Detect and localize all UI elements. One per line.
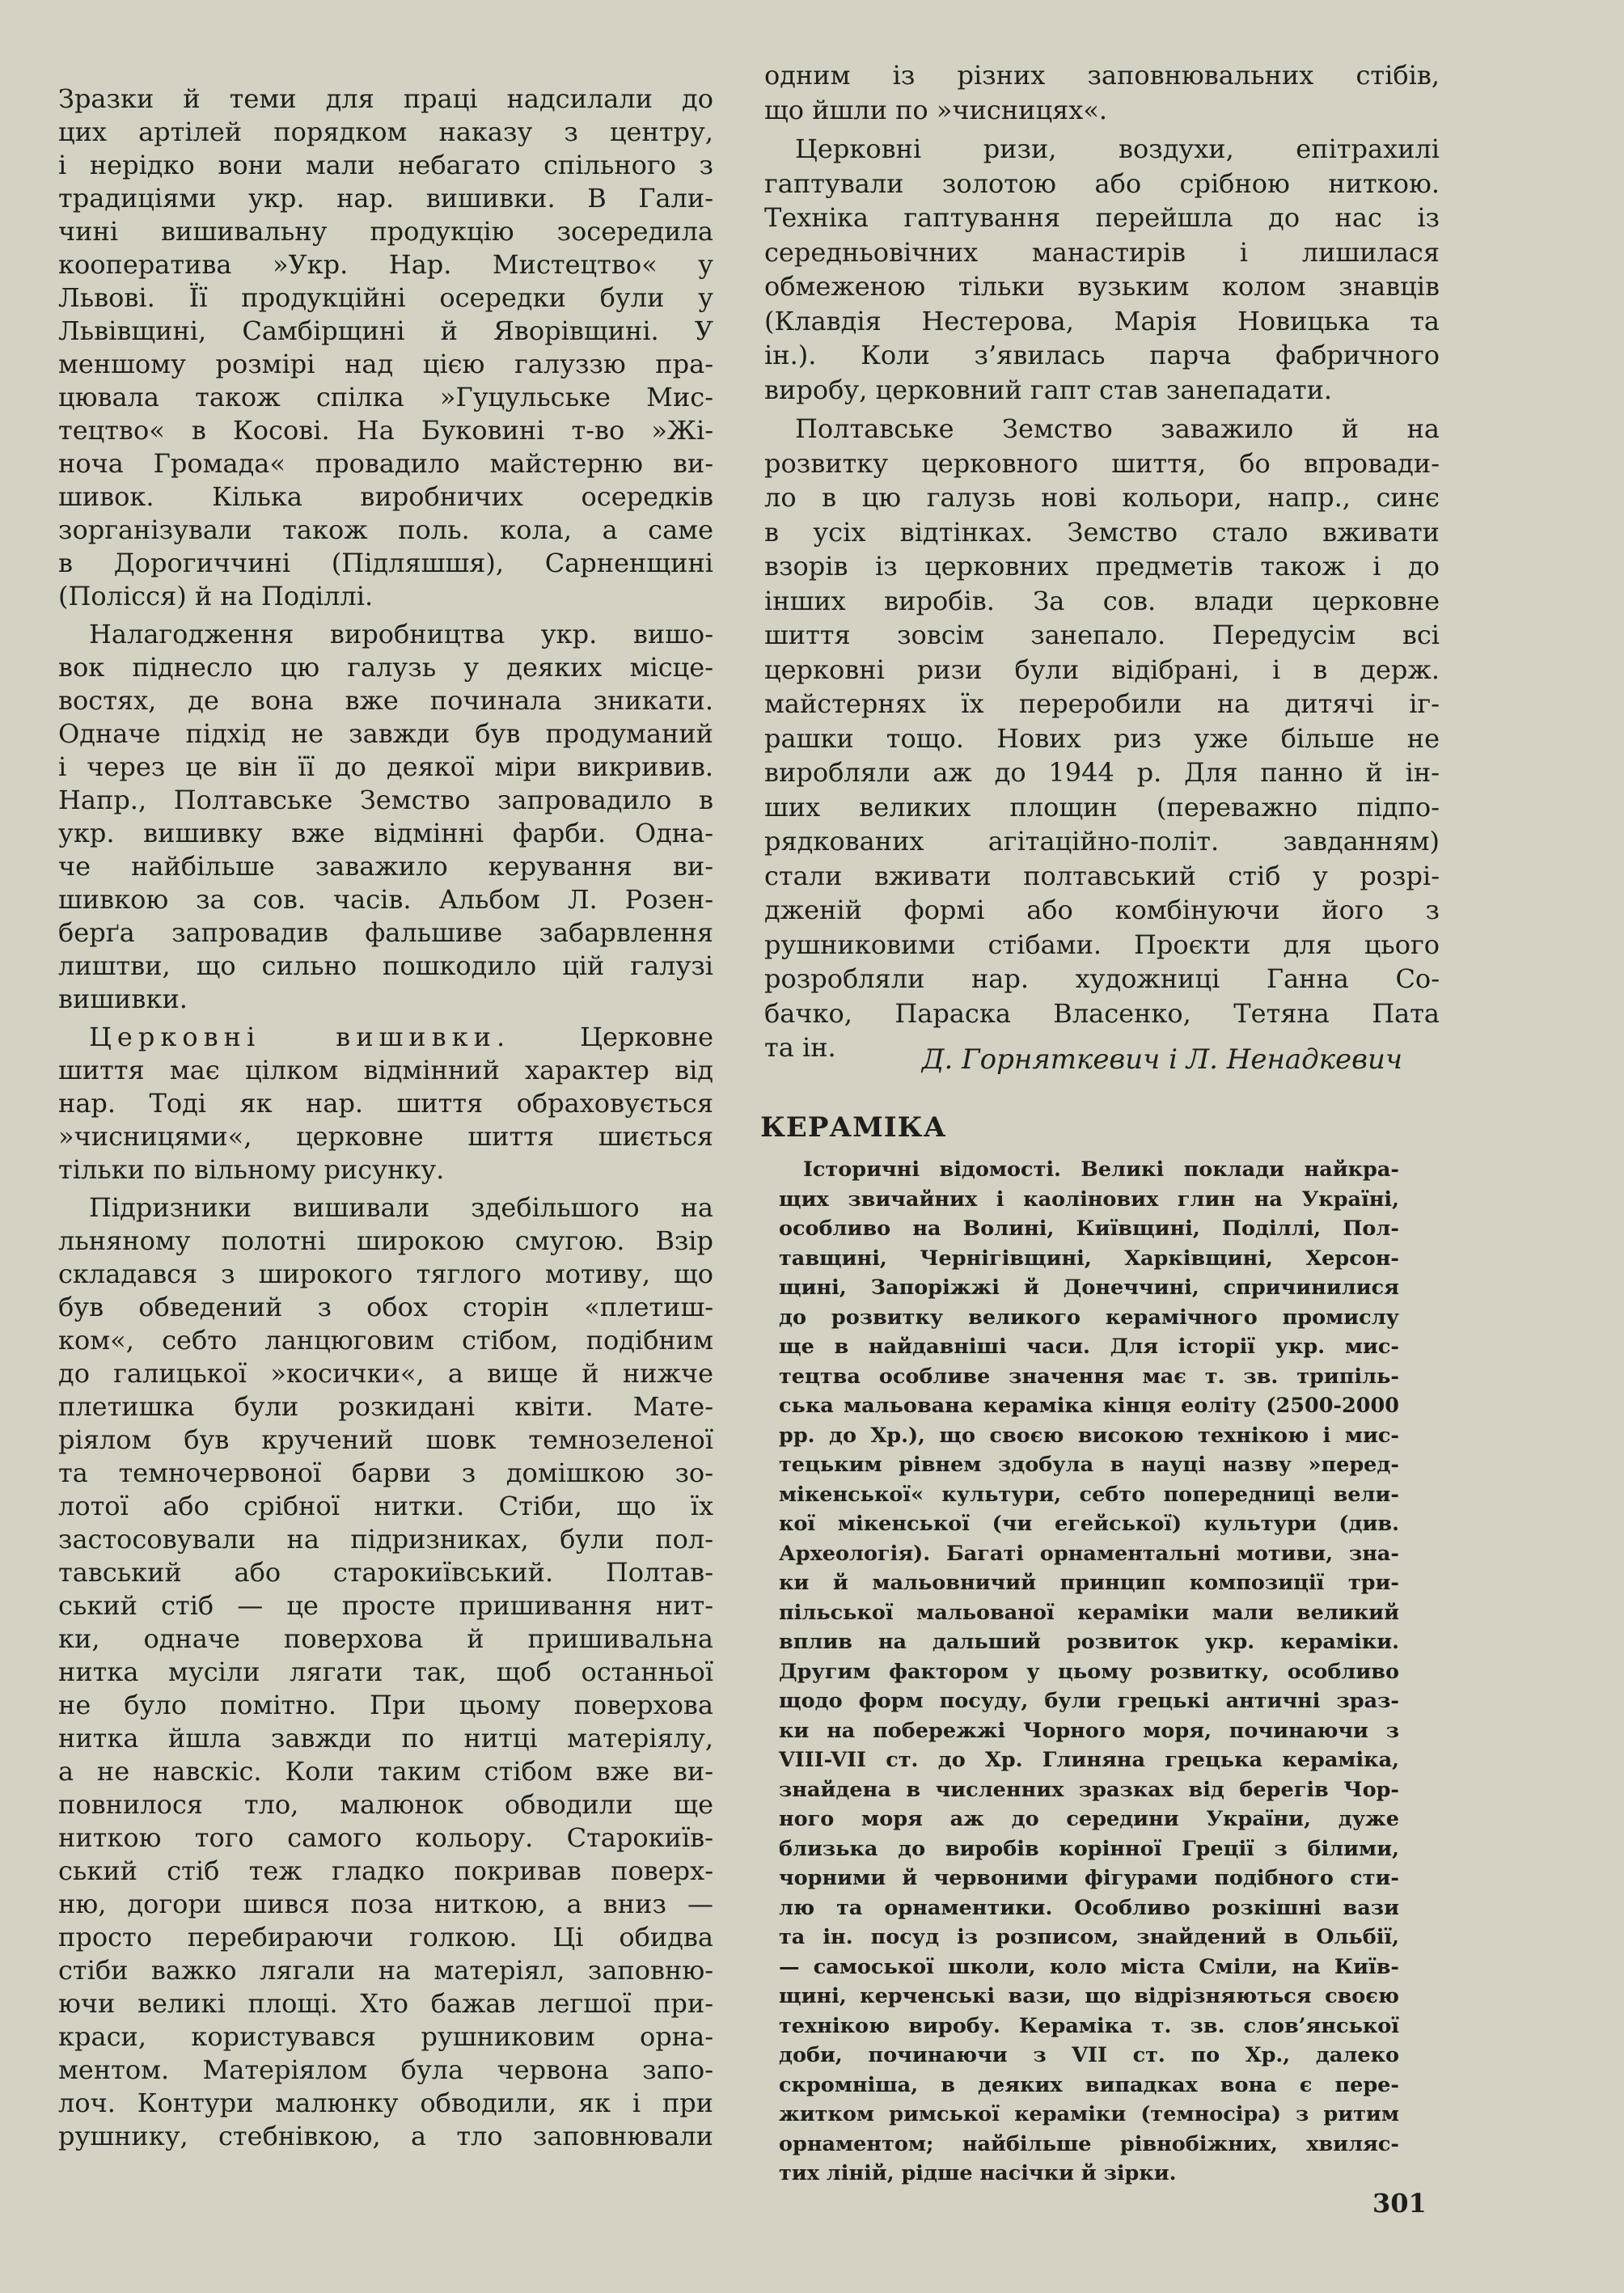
paragraph xyxy=(58,1191,713,2153)
text-line xyxy=(58,1556,713,1589)
text-line xyxy=(779,2012,1399,2041)
line-text: щині, Запоріжжі й Донеччині, спричинилися xyxy=(779,1276,1399,1300)
text-line xyxy=(58,1424,713,1457)
text-line xyxy=(779,1539,1399,1569)
line-text: та ін. посуд із розписом, знайдений в Ольбії, xyxy=(779,1925,1399,1949)
line-text: не було помітно. При цьому поверхова xyxy=(58,1690,713,1720)
line-text: шивкою за сов. часів. Альбом Л. Розен- xyxy=(58,884,713,915)
line-text: нар. Тоді як нар. шиття обраховується xyxy=(58,1088,713,1119)
text-line xyxy=(764,859,1440,894)
line-text: цих артілей порядком наказу з центру, xyxy=(58,116,713,147)
line-text: ментом. Матеріялом була червона запо- xyxy=(58,2054,713,2085)
text-line xyxy=(764,790,1440,825)
line-text: чині вишивальну продукцію зосередила xyxy=(58,216,713,247)
line-text: щодо форм посуду, були грецькі античні зраз- xyxy=(779,1689,1399,1713)
text-line xyxy=(764,928,1440,962)
text-line xyxy=(779,1834,1399,1864)
line-text: че найбільше заважило керування ви- xyxy=(58,851,713,882)
line-text: складався з широкого тяглого мотиву, що xyxy=(58,1259,713,1289)
text-line xyxy=(58,2020,713,2054)
line-text: ки на побережжі Чорного моря, починаючи з xyxy=(779,1718,1399,1743)
text-line xyxy=(58,1120,713,1153)
text-line xyxy=(58,1755,713,1788)
text-line xyxy=(764,235,1440,270)
line-text: ріялом був кручений шовк темнозеленої xyxy=(58,1424,713,1455)
line-text: інших виробів. За сов. влади церковне xyxy=(764,585,1440,616)
line-text: (Полісся) й на Поділлі. xyxy=(58,581,374,611)
text-line xyxy=(779,1391,1399,1421)
text-line xyxy=(779,1273,1399,1303)
paragraph xyxy=(764,58,1440,127)
line-text: ючи великі площі. Хто бажав легшої при- xyxy=(58,1988,713,2019)
text-line xyxy=(58,684,713,717)
line-text: ще в найдавніші часи. Для історії укр. мис- xyxy=(779,1335,1399,1359)
line-text: Одначе підхід не завжди був продуманий xyxy=(58,718,713,749)
paragraph xyxy=(58,1021,713,1187)
line-text: взорів із церковних предметів також і до xyxy=(764,551,1440,582)
text-line xyxy=(58,1523,713,1556)
text-line xyxy=(779,1864,1399,1893)
text-line xyxy=(58,414,713,447)
line-text: тецтво« в Косові. На Буковині т-во »Жі- xyxy=(58,415,713,446)
text-line xyxy=(58,2120,713,2153)
text-line xyxy=(764,269,1440,304)
line-text: бачко, Параска Власенко, Тетяна Пата xyxy=(764,997,1440,1029)
line-text: (Клавдія Нестерова, Марія Новицька та xyxy=(764,305,1440,336)
text-line xyxy=(779,1155,1399,1185)
line-text: одним із різних заповнювальних стібів, xyxy=(764,60,1440,91)
line-text: та темночервоної барви з домішкою зо- xyxy=(58,1457,713,1488)
text-line xyxy=(58,1722,713,1755)
line-text: особливо на Волині, Київщині, Поділлі, Пол- xyxy=(779,1216,1399,1241)
text-line xyxy=(764,338,1440,373)
line-text: зорганізували також поль. кола, а саме xyxy=(58,514,713,545)
line-text: укр. вишивку вже відмінні фарби. Одна- xyxy=(58,818,713,848)
text-line xyxy=(58,1087,713,1120)
text-line xyxy=(779,1450,1399,1480)
author-signature: Д. Горняткевич і Л. Ненадкевич xyxy=(921,1043,1402,1076)
text-line xyxy=(779,1568,1399,1598)
line-text: середньовічних манастирів і лишилася xyxy=(764,236,1440,268)
text-line xyxy=(764,93,1440,128)
text-line xyxy=(779,1362,1399,1392)
text-line xyxy=(779,1716,1399,1746)
text-line xyxy=(779,1657,1399,1687)
line-text: Церковні ризи, воздухи, епітрахилі xyxy=(795,133,1440,164)
text-line xyxy=(58,1357,713,1390)
text-line xyxy=(779,1509,1399,1539)
line-text: лиштви, що сильно пошкодило цій галузі xyxy=(58,950,713,981)
text-line xyxy=(779,1982,1399,2012)
line-text: кої мікенської (чи егейської) культури (див. xyxy=(779,1512,1399,1536)
text-line xyxy=(779,1804,1399,1834)
text-line xyxy=(58,1054,713,1087)
text-line xyxy=(58,916,713,950)
line-text: вок піднесло цю галузь у деяких місце- xyxy=(58,652,713,683)
text-line xyxy=(58,2087,713,2120)
line-text: нитка йшла завжди по нитці матеріялу, xyxy=(58,1723,713,1754)
line-text: Археологія). Багаті орнаментальні мотиви, зна- xyxy=(779,1541,1399,1566)
text-line xyxy=(58,1821,713,1855)
text-line xyxy=(58,1390,713,1424)
line-text: ки й мальовничий принцип композиції три- xyxy=(779,1571,1399,1595)
line-text: чорними й червоними фігурами подібного сти- xyxy=(779,1866,1399,1890)
text-line xyxy=(779,1627,1399,1657)
line-text: Підризники вишивали здебільшого на xyxy=(89,1192,713,1223)
left-column xyxy=(58,82,713,2153)
line-text: кооператива »Укр. Нар. Мистецтво« у xyxy=(58,249,713,280)
text-line xyxy=(779,1923,1399,1952)
line-text: берґа запровадив фальшиве забарвлення xyxy=(58,917,713,948)
line-text: тих ліній, рідше насічки й зірки. xyxy=(779,2161,1177,2185)
text-line xyxy=(764,653,1440,687)
line-text: меншому розмірі над цією галуззю пра- xyxy=(58,349,713,379)
paragraph xyxy=(58,618,713,1016)
line-text: а не навскіс. Коли таким стібом вже ви- xyxy=(58,1756,713,1787)
text-line xyxy=(58,817,713,850)
line-text: до галицької »косички«, а вище й нижче xyxy=(58,1358,713,1389)
text-line xyxy=(58,1656,713,1689)
line-text: орнаментом; найбільше рівнобіжних, хвиляс- xyxy=(779,2131,1399,2156)
text-line xyxy=(58,950,713,983)
text-line xyxy=(58,1689,713,1722)
line-text: лю та орнаментики. Особливо розкішні вази xyxy=(779,1895,1399,1920)
line-text: Львівщині, Самбірщині й Яворівщині. У xyxy=(58,315,713,346)
section-heading: КЕРАМІКА xyxy=(760,1111,947,1144)
line-text: майстернях їх переробили на дитячі іг- xyxy=(764,688,1440,719)
line-text: рушнику, стебнівкою, а тло заповнювали xyxy=(58,2121,713,2151)
line-text: просто перебираючи голкою. Ці обидва xyxy=(58,1922,713,1952)
line-text: доби, починаючи з VII ст. по Хр., далеко xyxy=(779,2043,1399,2067)
line-text: традиціями укр. нар. вишивки. В Гали- xyxy=(58,183,713,214)
line-text: ного моря аж до середини України, дуже xyxy=(779,1807,1399,1831)
line-text: льняному полотні широкою смугою. Взір xyxy=(58,1225,713,1256)
line-text: тецтва особливе значення має т. зв. трипіль- xyxy=(779,1364,1399,1389)
line-text: і нерідко вони мали небагато спільного з xyxy=(58,150,713,180)
line-text: ло в цю галузь нові кольори, напр., синє xyxy=(764,482,1440,513)
text-line xyxy=(779,1745,1399,1775)
text-line xyxy=(764,549,1440,584)
line-text: Техніка гаптування перейшла до нас із xyxy=(764,202,1440,233)
text-line xyxy=(58,381,713,414)
text-line xyxy=(58,751,713,784)
text-line xyxy=(779,1893,1399,1923)
text-line xyxy=(58,2054,713,2087)
paragraph xyxy=(779,1155,1399,2189)
text-line xyxy=(58,1589,713,1622)
line-text: шивок. Кілька виробничих осередків xyxy=(58,481,713,512)
text-line xyxy=(58,784,713,817)
text-line xyxy=(58,1324,713,1357)
line-text: дженій формі або комбінуючи його з xyxy=(764,895,1440,925)
section-body xyxy=(779,1155,1399,2189)
text-line xyxy=(779,1775,1399,1805)
line-text: вишивки. xyxy=(58,984,188,1014)
line-text: скромніша, в деяких випадках вона є пере- xyxy=(779,2072,1399,2097)
line-text: ком«, себто ланцюговим стібом, подібним xyxy=(58,1325,713,1356)
text-line xyxy=(764,58,1440,93)
line-text: розробляли нар. художниці Ганна Со- xyxy=(764,963,1440,994)
text-line xyxy=(779,2071,1399,2101)
text-line xyxy=(764,687,1440,721)
text-line xyxy=(58,983,713,1016)
line-text: рашки тощо. Нових риз уже більше не xyxy=(764,722,1440,754)
text-line xyxy=(58,1291,713,1324)
paragraph xyxy=(764,132,1440,407)
line-text: Львові. Її продукційні осередки були у xyxy=(58,282,713,313)
line-text: розвитку церковного шиття, бо впровади- xyxy=(764,447,1440,479)
text-line xyxy=(764,480,1440,515)
text-line xyxy=(764,515,1440,550)
line-text: був обведений з обох сторін «плетиш- xyxy=(58,1292,713,1322)
text-line xyxy=(58,1888,713,1921)
text-line xyxy=(779,1244,1399,1274)
line-text: Історичні відомості. Великі поклади найкра- xyxy=(803,1157,1399,1182)
text-line xyxy=(58,1258,713,1291)
text-line xyxy=(779,1421,1399,1451)
text-line xyxy=(58,149,713,182)
text-line xyxy=(764,755,1440,790)
line-text: Зразки й теми для праці надсилали до xyxy=(58,83,713,114)
text-line xyxy=(58,514,713,547)
text-line xyxy=(779,2100,1399,2130)
line-text: і через це він її до деякої міри викривив. xyxy=(58,751,713,782)
line-text: стіби важко лягали на матеріял, заповню- xyxy=(58,1955,713,1986)
text-line xyxy=(58,850,713,883)
line-text: щих звичайних і каолінових глин на Україні, xyxy=(779,1187,1399,1212)
text-line xyxy=(58,1021,713,1054)
line-text: шиття зовсім занепало. Передусім всі xyxy=(764,620,1440,650)
text-line xyxy=(764,721,1440,756)
text-line xyxy=(58,1987,713,2020)
text-line xyxy=(58,348,713,381)
line-text: пільської мальованої кераміки мали великий xyxy=(779,1600,1399,1625)
text-line xyxy=(58,1788,713,1821)
text-line xyxy=(764,201,1440,235)
line-text: щині, керченські вази, що відрізняються своєю xyxy=(779,1984,1399,2008)
line-text: »чисницями«, церковне шиття шиється xyxy=(58,1121,713,1152)
line-text: Другим фактором у цьому розвитку, особливо xyxy=(779,1659,1399,1684)
line-text: в усіх відтінках. Земство стало вживати xyxy=(764,516,1440,548)
text-line xyxy=(58,1457,713,1490)
line-text: вплив на дальший розвиток укр. кераміки. xyxy=(779,1630,1399,1654)
right-column xyxy=(764,58,1440,1065)
text-line xyxy=(58,1855,713,1888)
line-text: повнилося тло, малюнок обводили ще xyxy=(58,1789,713,1820)
line-text: ню, догори шився поза ниткою, а вниз — xyxy=(58,1889,713,1919)
line-text: гаптували золотою або срібною ниткою. xyxy=(764,167,1440,199)
text-line xyxy=(779,1185,1399,1215)
text-line xyxy=(58,480,713,514)
spaced-subheading: Церковні вишивки. xyxy=(89,1022,511,1052)
line-text: плетишка були розкидані квіти. Мате- xyxy=(58,1391,713,1422)
line-text: краси, користувався рушниковим орна- xyxy=(58,2021,713,2052)
text-line xyxy=(764,304,1440,339)
line-text: виробу, церковний гапт став занепадати. xyxy=(764,374,1333,405)
line-text: Полтавське Земство заважило й на xyxy=(795,413,1440,444)
text-line xyxy=(779,2041,1399,2071)
text-line xyxy=(764,132,1440,167)
line-text: житком римської кераміки (темносіра) з ритим xyxy=(779,2102,1399,2126)
line-text: ноча Громада« провадило майстерню ви- xyxy=(58,448,713,479)
line-text: Налагодження виробництва укр. вишо- xyxy=(89,619,713,649)
text-line xyxy=(764,446,1440,481)
line-text: та ін. xyxy=(764,1032,836,1063)
text-line xyxy=(58,82,713,116)
line-text: ниткою того самого кольору. Старокиїв- xyxy=(58,1822,713,1853)
text-line xyxy=(58,248,713,281)
text-line xyxy=(764,412,1440,446)
line-text: ін.). Коли з’явилась парча фабричного xyxy=(764,340,1440,370)
line-text: стали вживати полтавський стіб у розрі- xyxy=(764,860,1440,891)
line-text: ших великих площин (переважно підпо- xyxy=(764,791,1440,823)
text-line xyxy=(58,116,713,149)
line-text: лоч. Контури малюнку обводили, як і при xyxy=(58,2088,713,2118)
text-line xyxy=(58,547,713,580)
line-text: знайдена в численних зразках від берегів Чор- xyxy=(779,1777,1399,1802)
text-line xyxy=(764,893,1440,928)
text-line xyxy=(58,1153,713,1187)
text-line xyxy=(58,281,713,315)
line-text: ський стіб теж гладко покривав поверх- xyxy=(58,1855,713,1886)
text-line xyxy=(779,1303,1399,1333)
text-line xyxy=(779,1480,1399,1510)
line-text: лотої або срібної нитки. Стіби, що їх xyxy=(58,1491,713,1521)
line-text: ська мальована кераміка кінця еоліту (2500-2000 xyxy=(779,1394,1399,1418)
text-line xyxy=(764,167,1440,201)
text-line xyxy=(58,651,713,684)
text-line xyxy=(58,315,713,348)
line-text: рушниковими стібами. Проєкти для цього xyxy=(764,929,1440,960)
line-text: Напр., Полтавське Земство запровадило в xyxy=(58,785,713,815)
text-line xyxy=(779,1686,1399,1716)
text-line xyxy=(764,584,1440,619)
line-text: ський стіб — це просте пришивання нит- xyxy=(58,1590,713,1621)
line-text: тавщині, Чернігівщині, Харківщині, Херсон- xyxy=(779,1246,1399,1271)
text-line xyxy=(58,1622,713,1656)
text-line xyxy=(764,996,1440,1031)
text-line xyxy=(58,883,713,916)
text-line xyxy=(58,215,713,248)
text-line xyxy=(764,962,1440,996)
text-line xyxy=(779,1332,1399,1362)
text-line xyxy=(58,1191,713,1225)
page-number: 301 xyxy=(1372,2188,1427,2219)
text-line xyxy=(764,618,1440,653)
text-line xyxy=(58,580,713,613)
text-line xyxy=(764,824,1440,859)
line-text: церковні ризи були відібрані, і в держ. xyxy=(764,654,1440,685)
line-text: ки, одначе поверхова й пришивальна xyxy=(58,1623,713,1654)
line-text: в Дорогиччині (Підляшшя), Сарненщині xyxy=(58,548,713,578)
text-line xyxy=(58,182,713,215)
line-text: цювала також спілка »Гуцульське Мис- xyxy=(58,382,713,412)
text-line xyxy=(779,1952,1399,1982)
line-text: Церковне xyxy=(580,1022,714,1052)
line-text: — самоської школи, коло міста Сміли, на Київ- xyxy=(779,1954,1399,1979)
line-text: востях, де вона вже починала зникати. xyxy=(58,685,713,716)
line-text: VIII-VII ст. до Хр. Глиняна грецька кераміка, xyxy=(779,1748,1399,1772)
text-line xyxy=(779,2130,1399,2160)
text-line xyxy=(58,1225,713,1258)
line-text: мікенської« культури, себто попередниці вели- xyxy=(779,1482,1399,1507)
line-text: рр. до Хр.), що своєю високою технікою і мис- xyxy=(779,1423,1399,1448)
line-text: тавський або старокиївський. Полтав- xyxy=(58,1557,713,1588)
line-text: обмеженою тільки вузьким колом знавців xyxy=(764,271,1440,302)
text-line xyxy=(779,1598,1399,1628)
line-text: тецьким рівнем здобула в науці назву »перед- xyxy=(779,1453,1399,1477)
text-line xyxy=(764,373,1440,408)
text-line xyxy=(58,1490,713,1523)
text-line xyxy=(58,1921,713,1954)
paragraph xyxy=(764,412,1440,1065)
line-text: що йшли по »чисницях«. xyxy=(764,94,1108,125)
line-text: рядкованих агітаційно-політ. завданням) xyxy=(764,826,1440,857)
paragraph xyxy=(58,82,713,613)
line-text: шиття має цілком відмінний характер від xyxy=(58,1055,713,1085)
text-line xyxy=(58,618,713,651)
text-line xyxy=(779,2159,1399,2189)
text-line xyxy=(58,717,713,751)
text-line xyxy=(779,1214,1399,1244)
line-text: виробляли аж до 1944 р. Для панно й ін- xyxy=(764,757,1440,788)
line-text: нитка мусіли лягати так, щоб останньої xyxy=(58,1656,713,1687)
text-line xyxy=(58,447,713,480)
line-text: до розвитку великого керамічного промислу xyxy=(779,1305,1399,1330)
line-text: тільки по вільному рисунку. xyxy=(58,1154,445,1185)
text-line xyxy=(58,1954,713,1987)
line-text: технікою виробу. Кераміка т. зв. слов’янської xyxy=(779,2013,1399,2038)
line-text: застосовували на підризниках, були пол- xyxy=(58,1524,713,1555)
line-text: близька до виробів корінної Греції з білими, xyxy=(779,1836,1399,1861)
